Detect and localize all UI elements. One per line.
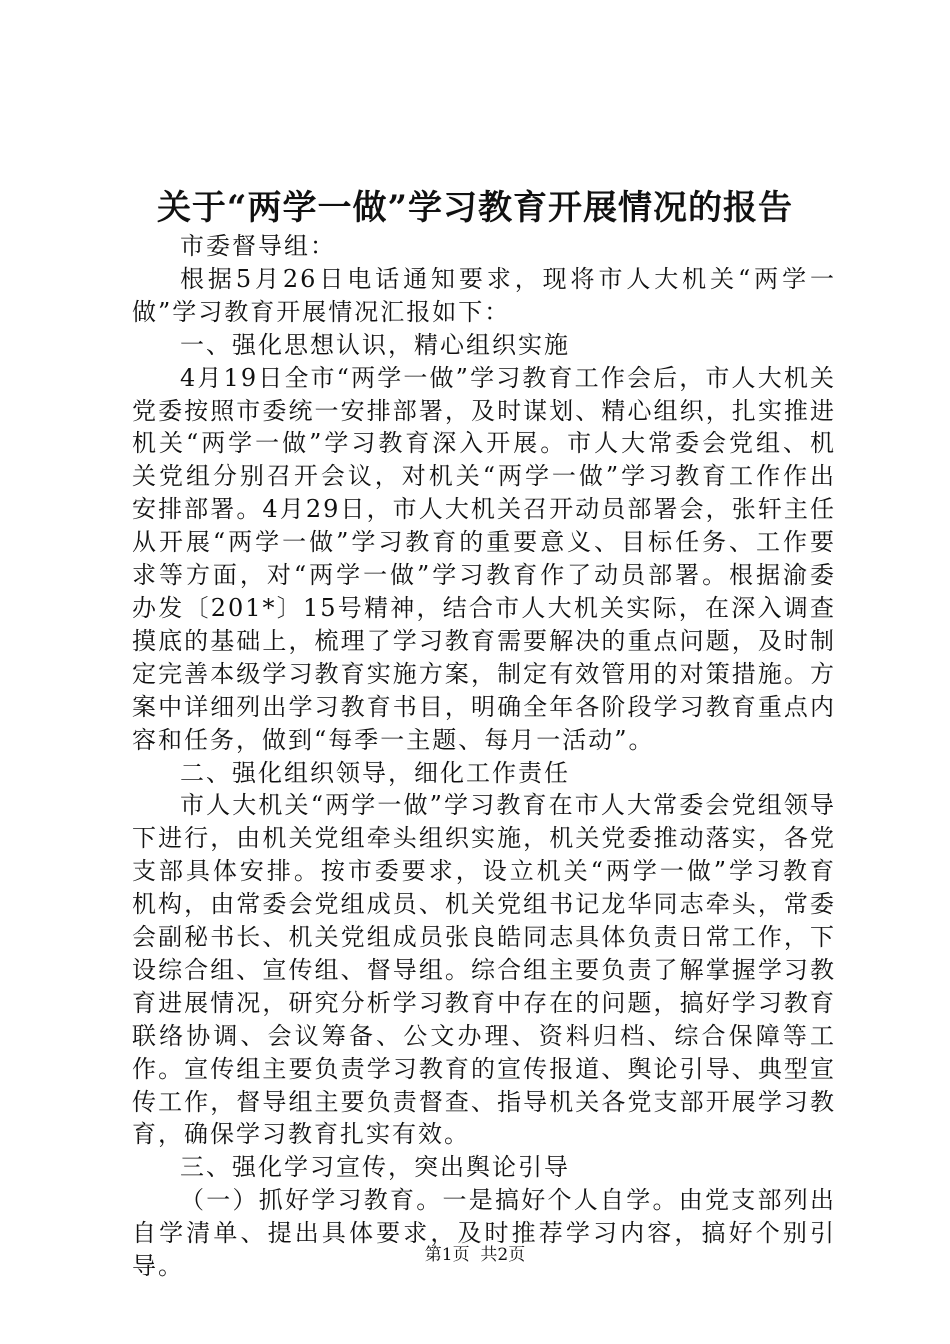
- document-title: 关于“两学一做”学习教育开展情况的报告: [156, 188, 794, 228]
- salutation: 市委督导组：: [180, 232, 336, 260]
- section-3-paragraph: （一）抓好学习教育。一是搞好个人自学。由党支部列出自学清单、提出具体要求，及时推荐学习内容，搞好个别引导。: [132, 1186, 836, 1281]
- page-number: 第1页 共2页: [424, 1245, 526, 1265]
- section-heading-1: 一、强化思想认识，精心组织实施: [180, 330, 570, 359]
- section-1-paragraph: 4月19日全市“两学一做”学习教育工作会后，市人大机关党委按照市委统一安排部署，及时谋划、精心组织，扎实推进机关“两学一做”学习教育深入开展。市人大常委会党组、机关党组分别召开会议，对机关“两学一做”学习教育工作作出安排部署。4月29日，市人大机关召开动员部署会，张轩主任从开展“两学一做”学习教育的重要意义、目标任务、工作要求等方面，对“两学一做”学习教育作了动员部署。根据渝委办发〔201*〕15号精神，结合市人大机关实际，在深入调查摸底的基础上，梳理了学习教育需要解决的重点问题，及时制定完善本级学习教育实施方案，制定有效管用的对策措施。方案中详细列出学习教育书目，明确全年各阶段学习教育重点内容和任务，做到“每季一主题、每月一活动”。: [132, 363, 836, 754]
- section-2-paragraph: 市人大机关“两学一做”学习教育在市人大常委会党组领导下进行，由机关党组牵头组织实施，机关党委推动落实，各党支部具体安排。按市委要求，设立机关“两学一做”学习教育机构，由常委会党组成员、机关党组书记龙华同志牵头，常委会副秘书长、机关党组成员张良皓同志具体负责日常工作，下设综合组、宣传组、督导组。综合组主要负责了解掌握学习教育进展情况，研究分析学习教育中存在的问题，搞好学习教育联络协调、会议筹备、公文办理、资料归档、综合保障等工作。宣传组主要负责学习教育的宣传报道、舆论引导、典型宣传工作，督导组主要负责督查、指导机关各党支部开展学习教育，确保学习教育扎实有效。: [132, 791, 836, 1149]
- section-heading-2: 二、强化组织领导，细化工作责任: [180, 758, 570, 787]
- section-heading-3: 三、强化学习宣传，突出舆论引导: [180, 1153, 570, 1182]
- document-body: [132, 230, 836, 1283]
- page-footer: [0, 1244, 950, 1266]
- intro-paragraph: 根据5月26日电话通知要求，现将市人大机关“两学一做”学习教育开展情况汇报如下：: [132, 264, 836, 326]
